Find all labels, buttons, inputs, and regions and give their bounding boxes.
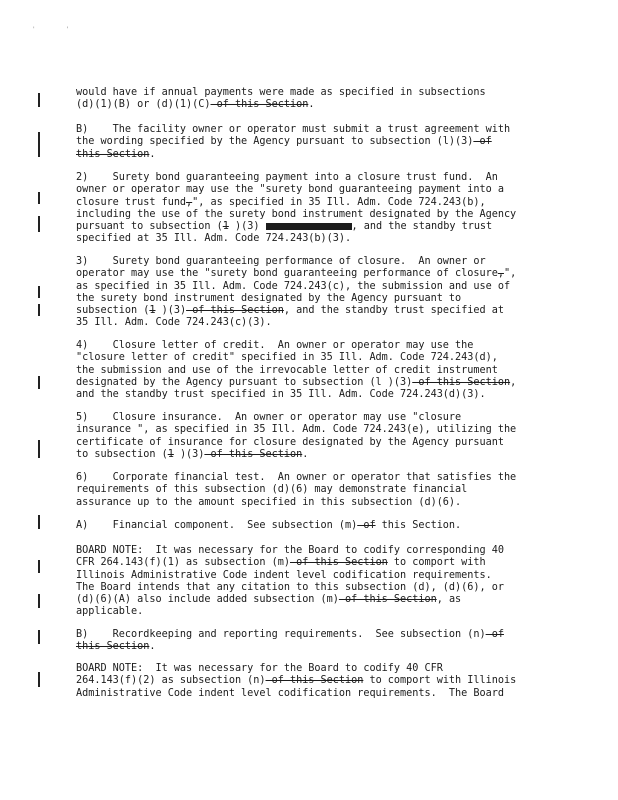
text-line: [76, 99, 546, 111]
text-segment: pursuant to subsection (: [76, 221, 223, 233]
struck-text: ,: [497, 268, 504, 280]
paragraph-closure-insurance: [76, 412, 546, 461]
text-segment: BOARD NOTE: It was necessary for the Board to codify 40 CFR: [76, 663, 443, 674]
text-segment: 2) Surety bond guaranteeing payment into a closure trust fund. An: [76, 172, 498, 183]
struck-text: of this Section: [265, 675, 364, 687]
text-segment: )(3): [228, 221, 266, 233]
text-segment: assurance up to the amount specified in this subsection (d)(6).: [76, 496, 462, 508]
text-segment: including the use of the surety bond instrument designated by the Agency: [76, 208, 517, 220]
text-line: [76, 281, 546, 293]
text-segment: Administrative Code indent level codification requirements. The Board: [76, 687, 504, 699]
text-line: [76, 557, 546, 569]
text-segment: .: [149, 641, 156, 653]
paragraph-closure-letter-of-credit: [76, 340, 546, 401]
struck-text: of this Section: [210, 99, 309, 111]
text-segment: The Board intends that any citation to this subsection (d), (d)(6), or: [76, 581, 504, 593]
struck-text: of this Section: [412, 376, 511, 388]
text-segment: ",: [503, 268, 517, 280]
text-segment: B) Recordkeeping and reporting requirements. See subsection (n): [76, 629, 486, 640]
struck-text: this Section: [76, 148, 150, 160]
revision-bar: [38, 192, 40, 204]
text-line: [76, 545, 546, 557]
revision-bar: [38, 672, 40, 687]
text-segment: requirements of this subsection (d)(6) may demonstrate financial: [76, 484, 468, 496]
text-line: [76, 221, 546, 233]
struck-text: of this Section: [289, 557, 388, 569]
text-segment: B) The facility owner or operator must submit a trust agreement with: [76, 124, 511, 135]
board-note-financial-component: [76, 545, 546, 619]
struck-text: of: [485, 629, 504, 640]
text-line: [76, 340, 546, 352]
text-segment: 35 Ill. Adm. Code 724.243(c)(3).: [76, 317, 272, 329]
text-line: [76, 352, 546, 364]
text-segment: the wording specified by the Agency pursuant to subsection (l)(3): [76, 136, 474, 148]
struck-text: this Section: [76, 641, 150, 653]
text-segment: to comport with: [387, 557, 486, 569]
text-segment: "closure letter of credit" specified in 35 Ill. Adm. Code 724.243(d),: [76, 352, 498, 364]
text-segment: 5) Closure insurance. An owner or operator may use "closure: [76, 412, 462, 423]
text-line: [76, 663, 546, 675]
text-line: [76, 87, 546, 99]
text-line: [76, 472, 546, 484]
text-segment: CFR 264.143(f)(1) as subsection (m): [76, 557, 290, 569]
redaction-mark: [266, 223, 352, 230]
paragraph-surety-bond-performance: [76, 256, 546, 330]
paragraph-financial-component: [76, 520, 546, 532]
text-segment: , as: [436, 594, 462, 606]
text-segment: owner or operator may use the "surety bond guaranteeing payment into a: [76, 184, 504, 196]
text-line: [76, 449, 546, 461]
text-line: [76, 437, 546, 449]
text-line: [76, 389, 546, 401]
revision-bar: [38, 132, 40, 157]
struck-text: of: [473, 136, 492, 148]
revision-bar: [38, 630, 40, 644]
text-line: [76, 606, 546, 618]
text-segment: specified at 35 Ill. Adm. Code 724.243(b)(3).: [76, 233, 352, 245]
text-segment: as specified in 35 Ill. Adm. Code 724.243(c), the submission and use of: [76, 280, 511, 292]
text-line: [76, 688, 546, 700]
text-line: [76, 582, 546, 594]
paragraph-corporate-financial-test: [76, 472, 546, 509]
text-segment: 4) Closure letter of credit. An owner or operator may use the: [76, 340, 474, 351]
text-line: [76, 365, 546, 377]
text-line: [76, 124, 546, 136]
text-line: [76, 484, 546, 496]
text-segment: certificate of insurance for closure designated by the Agency pursuant: [76, 436, 504, 448]
text-segment: )(3): [173, 448, 205, 460]
text-segment: the submission and use of the irrevocable letter of credit instrument: [76, 364, 498, 376]
paragraph-trust-agreement: [76, 124, 546, 161]
text-line: [76, 256, 546, 268]
text-segment: .: [308, 99, 315, 111]
text-segment: )(3): [155, 305, 187, 317]
struck-text: ,: [186, 196, 193, 208]
text-line: [76, 570, 546, 582]
paragraph-subsection-continuation: [76, 87, 546, 112]
text-line: [76, 412, 546, 424]
text-segment: (d)(6)(A) also include added subsection (m): [76, 594, 339, 606]
text-segment: Illinois Administrative Code indent level codification requirements.: [76, 569, 492, 581]
text-line: [76, 317, 546, 329]
text-segment: BOARD NOTE: It was necessary for the Board to codify corresponding 40: [76, 545, 504, 556]
text-segment: .: [149, 148, 156, 160]
text-segment: operator may use the "surety bond guaranteeing performance of closure: [76, 268, 498, 280]
text-segment: designated by the Agency pursuant to subsection (l )(3): [76, 376, 413, 388]
text-segment: would have if annual payments were made as specified in subsections: [76, 87, 486, 98]
text-segment: to subsection (: [76, 448, 168, 460]
struck-text: 1: [167, 448, 174, 460]
text-segment: .: [302, 448, 309, 460]
speck-mark: ': [65, 26, 100, 33]
text-line: [76, 520, 546, 532]
struck-text: 1: [222, 221, 229, 233]
revision-bar: [38, 440, 40, 458]
speck-mark: ': [32, 26, 66, 33]
text-segment: this Section.: [375, 520, 462, 531]
struck-text: of this Section: [204, 448, 303, 460]
text-line: [76, 641, 546, 653]
paragraph-surety-bond-payment: [76, 172, 546, 246]
text-line: [76, 305, 546, 317]
text-line: [76, 675, 546, 687]
text-line: [76, 424, 546, 436]
text-segment: , and the standby trust: [351, 221, 493, 233]
text-segment: closure trust fund: [76, 196, 187, 208]
text-segment: subsection (: [76, 305, 150, 317]
struck-text: of: [357, 520, 376, 531]
text-line: [76, 197, 546, 209]
revision-bar: [38, 560, 40, 573]
text-segment: ,: [510, 376, 517, 388]
struck-text: of this Section: [186, 305, 284, 317]
revision-bar: [38, 93, 40, 107]
revision-bar: [38, 376, 40, 389]
text-line: [76, 377, 546, 389]
text-line: [76, 136, 546, 148]
text-line: [76, 268, 546, 280]
text-line: [76, 233, 546, 245]
board-note-recordkeeping: [76, 663, 546, 700]
text-segment: the surety bond instrument designated by the Agency pursuant to: [76, 292, 462, 304]
paragraph-recordkeeping: [76, 629, 546, 654]
text-segment: and the standby trust specified in 35 Ill. Adm. Code 724.243(d)(3).: [76, 389, 486, 401]
text-segment: , and the standby trust specified at: [283, 305, 504, 317]
text-segment: 6) Corporate financial test. An owner or operator that satisfies the: [76, 472, 517, 483]
struck-text: of this Section: [338, 594, 437, 606]
revision-bar: [38, 286, 40, 298]
text-line: [76, 293, 546, 305]
revision-bar: [38, 515, 40, 529]
text-line: [76, 594, 546, 606]
revision-bar: [38, 216, 40, 232]
text-segment: to comport with Illinois: [363, 675, 517, 687]
text-segment: insurance ", as specified in 35 Ill. Adm. Code 724.243(e), utilizing the: [76, 424, 517, 436]
text-segment: (d)(1)(B) or (d)(1)(C): [76, 99, 211, 111]
struck-text: 1: [149, 305, 156, 317]
text-segment: 264.143(f)(2) as subsection (n): [76, 675, 266, 687]
text-line: [76, 184, 546, 196]
revision-bar: [38, 304, 40, 316]
text-line: [76, 209, 546, 221]
text-segment: applicable.: [76, 606, 144, 618]
scan-specks: [32, 26, 99, 33]
text-line: [76, 629, 546, 641]
text-segment: 3) Surety bond guaranteeing performance of closure. An owner or: [76, 256, 486, 267]
text-segment: A) Financial component. See subsection (m): [76, 520, 358, 531]
text-segment: ", as specified in 35 Ill. Adm. Code 724.243(b),: [192, 196, 486, 208]
text-line: [76, 497, 546, 509]
text-line: [76, 149, 546, 161]
text-line: [76, 172, 546, 184]
revision-bar: [38, 594, 40, 608]
